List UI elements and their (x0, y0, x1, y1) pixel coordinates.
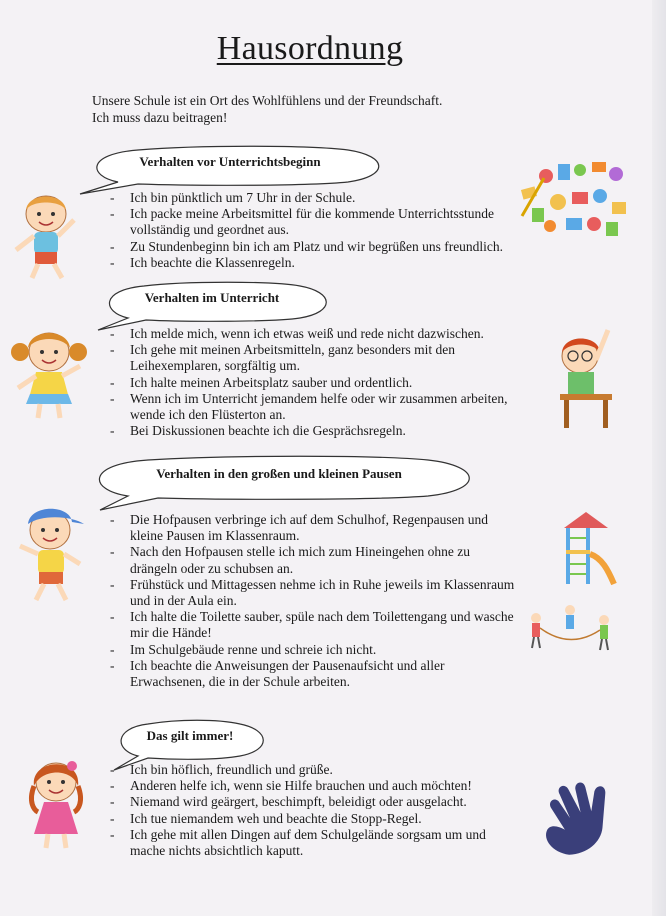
raising-hand-student-icon (552, 320, 620, 434)
speech-bubble-before-class (78, 146, 382, 194)
rules-list-breaks (110, 512, 520, 690)
section-heading-before-class: Verhalten vor Unterrichtsbeginn (139, 154, 321, 169)
intro-line-1: Unsere Schule ist ein Ort des Wohlfühlens und der Freundschaft. (92, 93, 443, 108)
list-item: - Ich tue niemandem weh und beachte die Stopp-Regel. (110, 811, 520, 827)
list-item: - Ich bin pünktlich um 7 Uhr in der Schule. (110, 190, 520, 206)
school-supplies-cloud-icon (514, 158, 636, 248)
list-item: - Frühstück und Mittagessen nehme ich in Ruhe jeweils im Klassenraum und in der Aula ein. (110, 577, 520, 609)
pigtail-girl-icon (8, 322, 90, 422)
section-heading-breaks: Verhalten in den großen und kleinen Pausen (156, 466, 402, 481)
page-edge (652, 0, 666, 916)
list-item: - Die Hofpausen verbringe ich auf dem Schulhof, Regenpausen und kleine Pausen im Klassenraum. (110, 512, 520, 544)
list-item: - Zu Stundenbeginn bin ich am Platz und wir begrüßen uns freundlich. (110, 239, 520, 255)
list-item: - Ich gehe mit allen Dingen auf dem Schulgelände sorgsam um und mache nichts absichtlich kaputt. (110, 827, 520, 859)
list-item: - Ich bin höflich, freundlich und grüße. (110, 762, 520, 778)
speech-bubble-breaks (78, 456, 480, 510)
list-item: - Anderen helfe ich, wenn sie Hilfe brauchen und auch möchten! (110, 778, 520, 794)
section-heading-in-class: Verhalten im Unterricht (144, 290, 280, 305)
list-item: - Ich melde mich, wenn ich etwas weiß und rede nicht dazwischen. (110, 326, 520, 342)
list-item: - Ich beachte die Anweisungen der Pausenaufsicht und aller Erwachsenen, die in der Schule arbeiten. (110, 658, 520, 690)
waving-boy-icon (10, 188, 82, 284)
section-heading-always: Das gilt immer! (146, 728, 234, 743)
list-item: - Niemand wird geärgert, beschimpft, beleidigt oder ausgelacht. (110, 794, 520, 810)
speech-bubble-in-class (94, 282, 330, 330)
blue-hand-stop-icon (532, 776, 624, 856)
speech-bubble-shape (78, 456, 480, 510)
cap-boy-icon (12, 496, 90, 608)
list-item: - Bei Diskussionen beachte ich die Gesprächsregeln. (110, 423, 520, 439)
list-item: - Nach den Hofpausen stelle ich mich zum Hineingehen ohne zu drängeln oder zu schubsen an. (110, 544, 520, 576)
list-item: - Ich beachte die Klassenregeln. (110, 255, 520, 271)
list-item: - Wenn ich im Unterricht jemandem helfe oder wir zusammen arbeiten, wende ich den Flüsterton an. (110, 391, 520, 423)
playground-slide-icon (556, 508, 618, 588)
list-item: - Ich packe meine Arbeitsmittel für die kommende Unterrichtsstunde vollständig und geordnet aus. (110, 206, 520, 238)
rules-list-before-class (110, 190, 520, 271)
page-title: Hausordnung (216, 30, 404, 67)
intro-line-2: Ich muss dazu beitragen! (92, 110, 228, 125)
list-item: - Ich gehe mit meinen Arbeitsmitteln, ganz besonders mit den Leihexemplaren, sorgfältig um. (110, 342, 520, 374)
list-item: - Ich halte die Toilette sauber, spüle nach dem Toilettengang und wasche mir die Hände! (110, 609, 520, 641)
intro-text (92, 92, 442, 126)
children-playing-rope-icon (524, 600, 618, 652)
list-item: - Ich halte meinen Arbeitsplatz sauber und ordentlich. (110, 375, 520, 391)
list-item: - Im Schulgebäude renne und schreie ich nicht. (110, 642, 520, 658)
flower-girl-icon (20, 752, 92, 852)
rules-list-in-class (110, 326, 520, 439)
rules-list-always (110, 762, 520, 859)
